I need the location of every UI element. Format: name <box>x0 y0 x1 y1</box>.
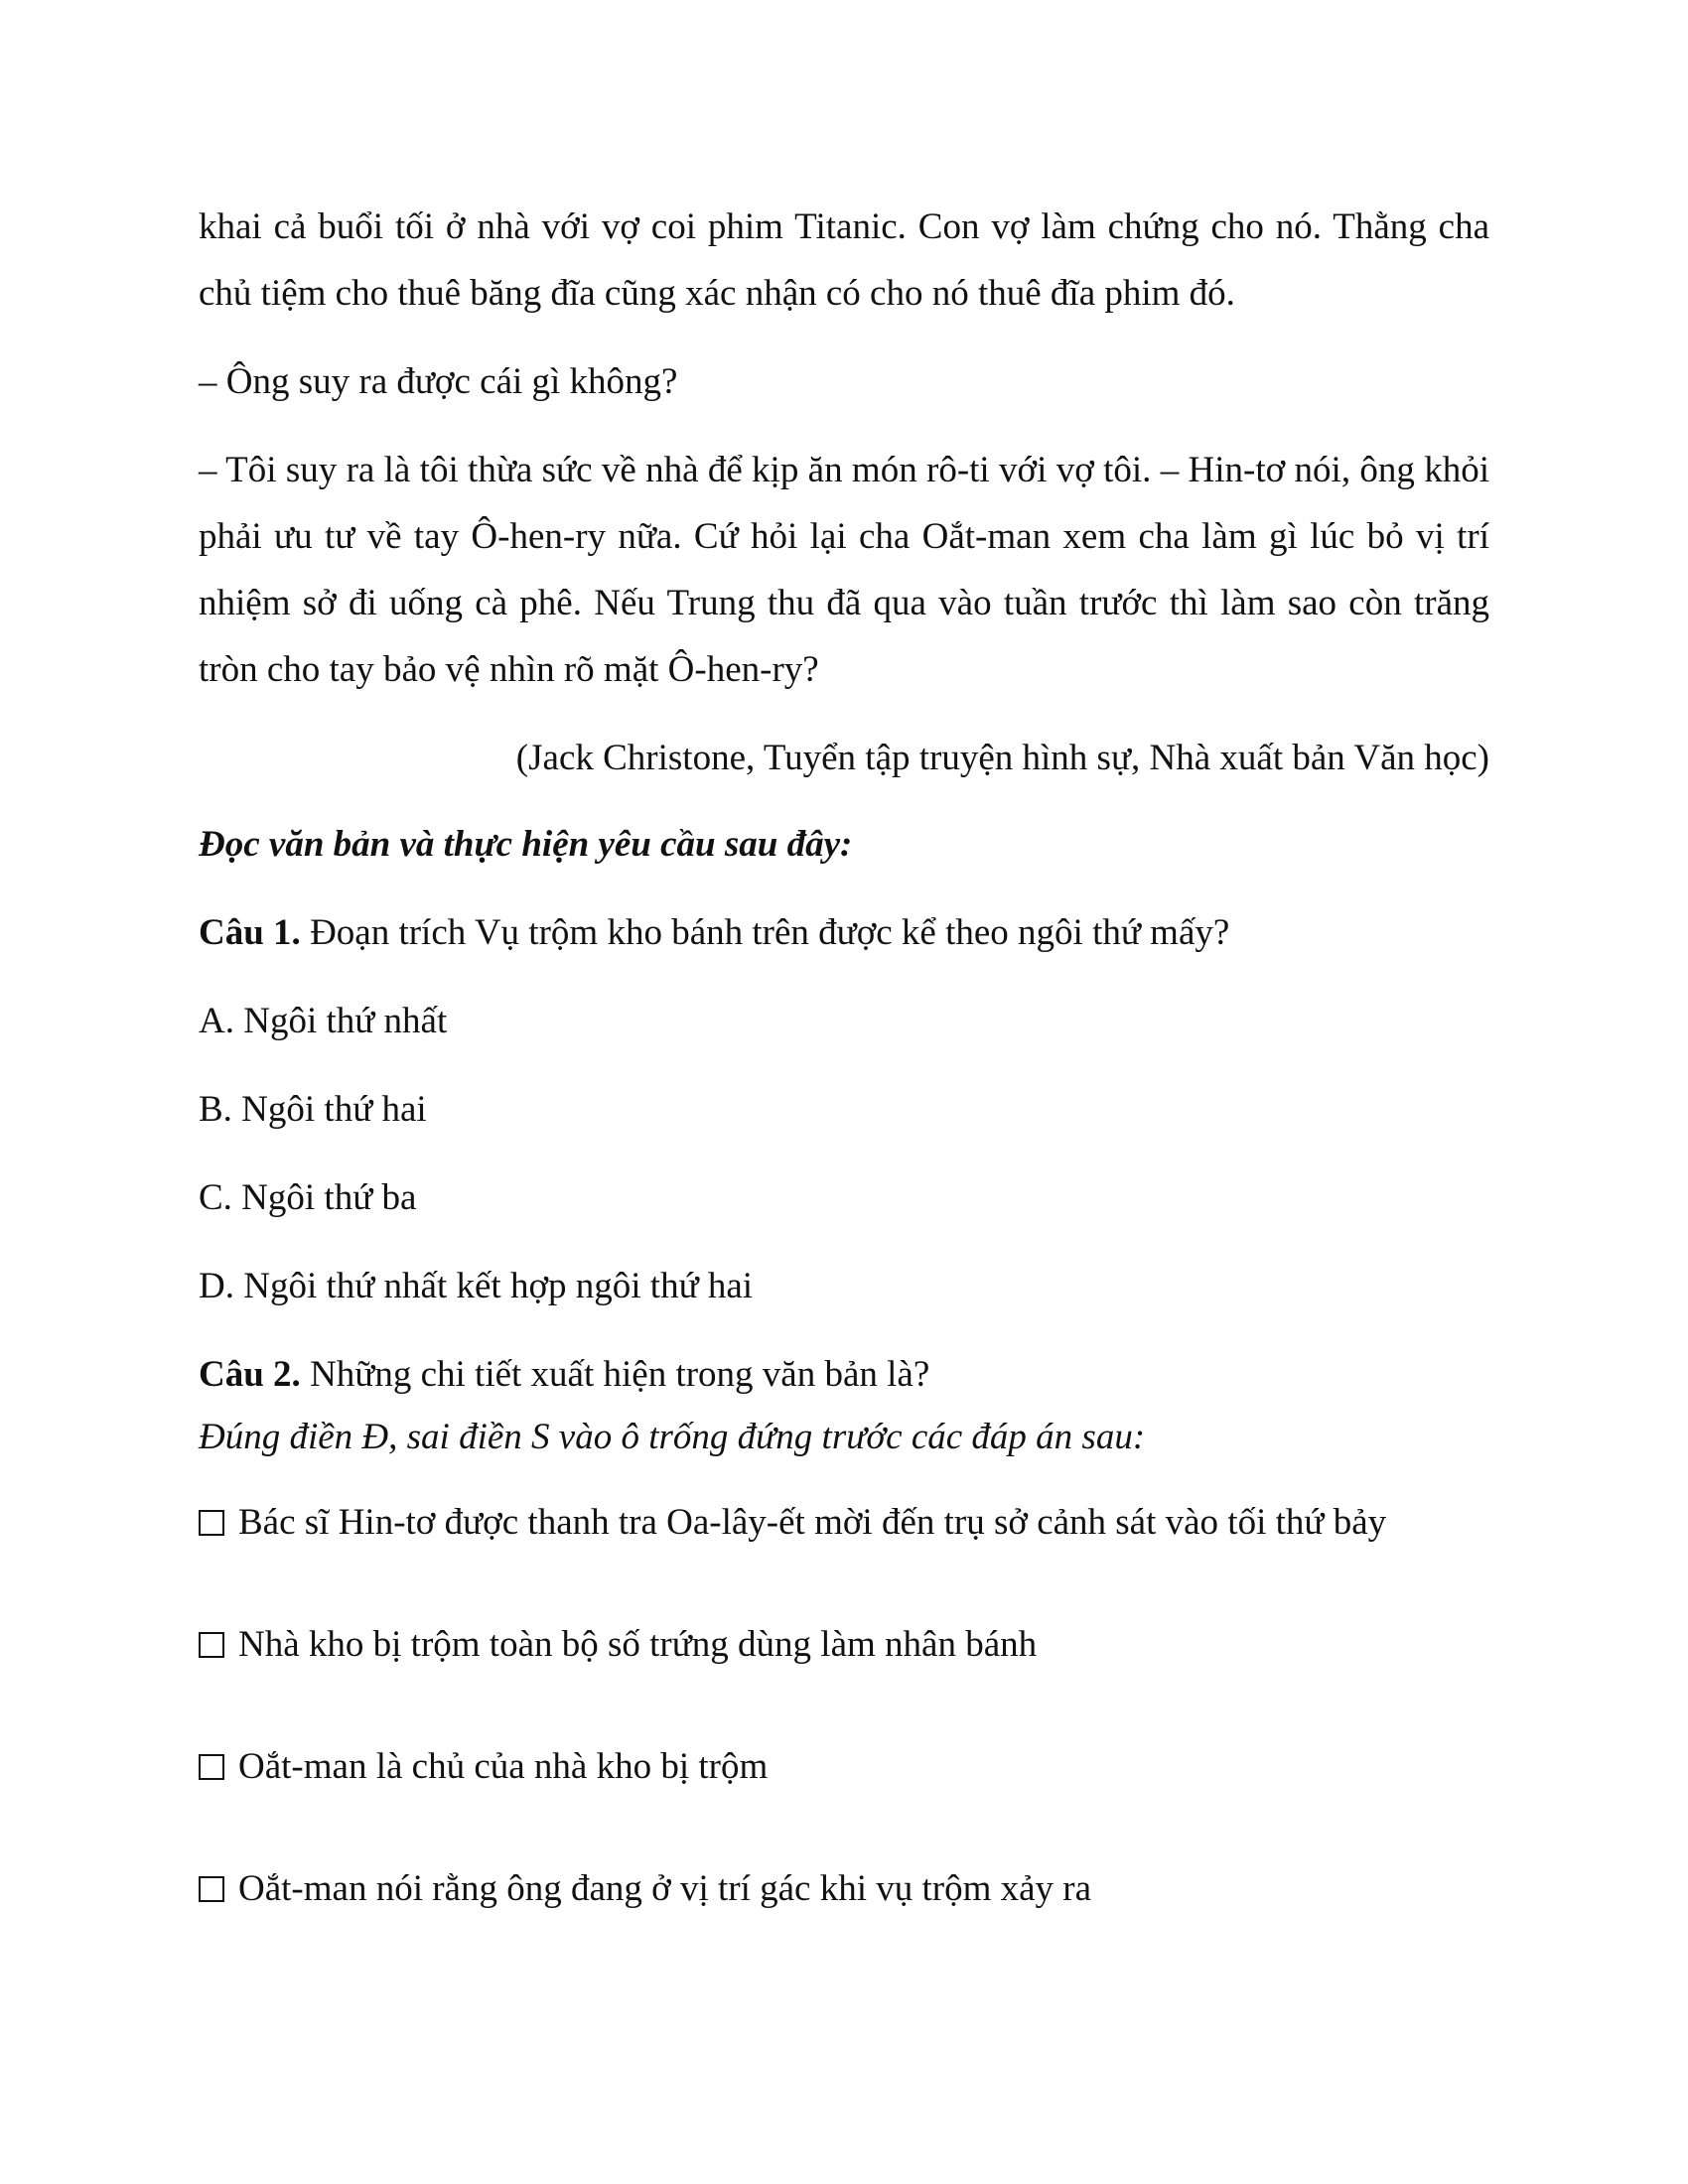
statement-text: Oắt-man nói rằng ông đang ở vị trí gác khi vụ trộm xảy ra <box>238 1868 1092 1909</box>
statement-text: Bác sĩ Hin-tơ được thanh tra Oa-lây-ết mời đến trụ sở cảnh sát vào tối thứ bảy <box>238 1502 1387 1543</box>
checkbox-icon[interactable] <box>199 1632 224 1658</box>
option-b: B. Ngôi thứ hai <box>199 1089 427 1130</box>
statement-row <box>199 1611 1489 1678</box>
option-a: A. Ngôi thứ nhất <box>199 1001 448 1041</box>
checkbox-icon[interactable] <box>199 1510 224 1536</box>
statement-row <box>199 1489 1489 1556</box>
question-1-label: Câu 1. <box>199 912 301 953</box>
question-1 <box>199 899 1489 966</box>
question-2-instruction: Đúng điền Đ, sai điền S vào ô trống đứng trước các đáp án sau: <box>199 1417 1146 1457</box>
question-1-text: Đoạn trích Vụ trộm kho bánh trên được kể theo ngôi thứ mấy? <box>300 912 1230 953</box>
passage-source: (Jack Christone, Tuyển tập truyện hình sự, Nhà xuất bản Văn học) <box>515 738 1489 778</box>
passage-paragraph-3: – Tôi suy ra là tôi thừa sức về nhà để kịp ăn món rô-ti với vợ tôi. – Hin-tơ nói, ông khỏi phải ưu tư về tay Ô-hen-ry nữa. Cứ hỏi lại cha Oắt-man xem cha làm gì lúc bỏ vị trí nhiệm sở đi uống cà phê. Nếu Trung thu đã qua vào tuần trước thì làm sao còn trăng tròn cho tay bảo vệ nhìn rõ mặt Ô-hen-ry? <box>199 450 1489 690</box>
question-2-label: Câu 2. <box>199 1354 301 1395</box>
checkbox-icon[interactable] <box>199 1754 224 1780</box>
checkbox-icon[interactable] <box>199 1876 224 1902</box>
option-c: C. Ngôi thứ ba <box>199 1177 417 1218</box>
question-2-text: Những chi tiết xuất hiện trong văn bản là? <box>300 1354 930 1395</box>
passage-paragraph-2: – Ông suy ra được cái gì không? <box>199 361 678 402</box>
task-heading: Đọc văn bản và thực hiện yêu cầu sau đây: <box>199 824 853 865</box>
option-d: D. Ngôi thứ nhất kết hợp ngôi thứ hai <box>199 1266 754 1306</box>
statement-text: Nhà kho bị trộm toàn bộ số trứng dùng làm nhân bánh <box>238 1624 1038 1665</box>
question-2 <box>199 1341 1489 1408</box>
passage-paragraph-1: khai cả buổi tối ở nhà với vợ coi phim Titanic. Con vợ làm chứng cho nó. Thằng cha chủ tiệm cho thuê băng đĩa cũng xác nhận có cho nó thuê đĩa phim đó. <box>199 206 1489 314</box>
statement-row <box>199 1733 1489 1800</box>
statement-row <box>199 1855 1489 1922</box>
document-page <box>199 194 1489 1922</box>
statement-text: Oắt-man là chủ của nhà kho bị trộm <box>238 1746 769 1787</box>
